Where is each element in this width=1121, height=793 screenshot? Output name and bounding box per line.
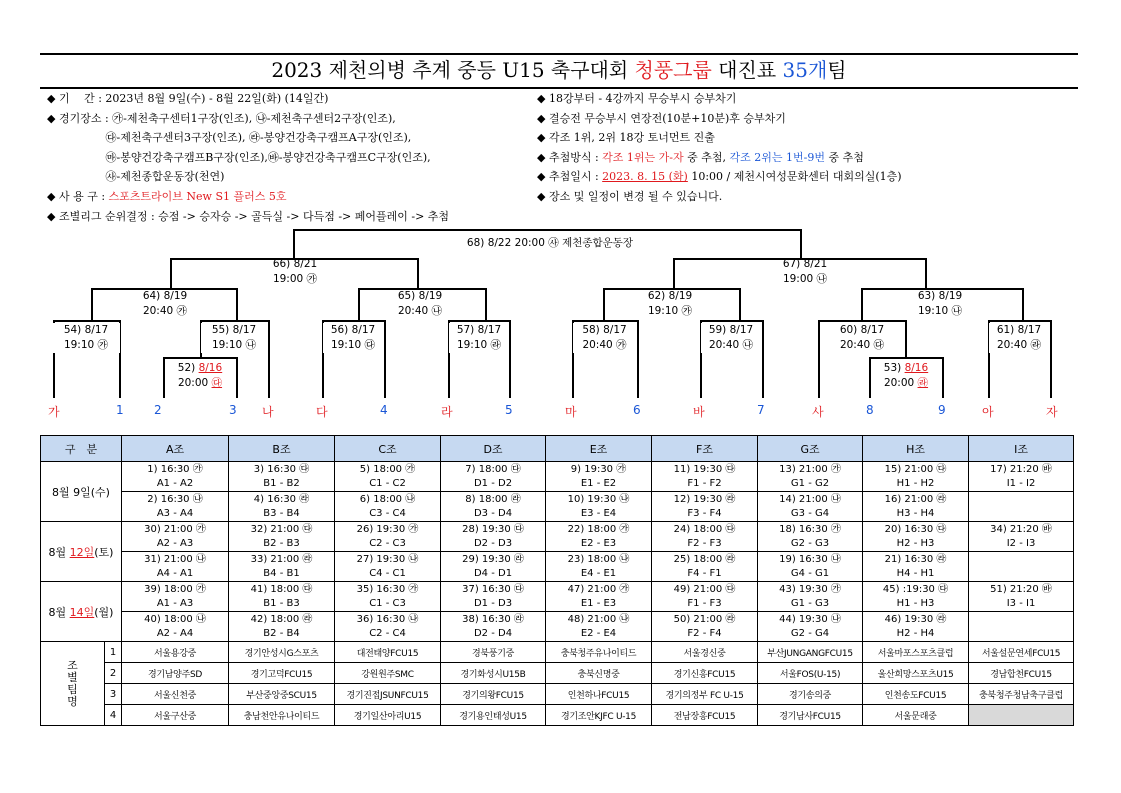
team-name-cell: 부산중앙중SCU15: [229, 684, 335, 705]
team-row-number: 2: [105, 663, 122, 684]
match-53: 53) 8/16 20:00 ㉱: [871, 361, 941, 391]
match-cell: 6) 18:00 ㉯ C3 - C4: [335, 492, 441, 522]
match-cell: 27) 19:30 ㉯ C4 - C1: [335, 552, 441, 582]
match-cell: 36) 16:30 ㉯ C2 - C4: [335, 612, 441, 642]
team-name-cell: 인천하나FCU15: [546, 684, 652, 705]
info-draw-date: ◆ 추첨일시 : 2023. 8. 15 (화) 10:00 / 제천시여성문화센터 대회의실(1층): [537, 170, 902, 184]
match-59: 59) 8/17 20:40 ㉯: [701, 323, 761, 353]
team-row: [41, 684, 1074, 705]
slot-ma: 마: [565, 405, 577, 419]
table-row: [41, 462, 1074, 492]
info-venue-1: ◆ 경기장소 : ㉮-제천축구센터1구장(인조), ㉯-제천축구센터2구장(인조),: [47, 111, 396, 125]
match-cell: 2) 16:30 ㉯ A3 - A4: [122, 492, 229, 522]
match-cell: 26) 19:30 ㉮ C2 - C3: [335, 522, 441, 552]
match-cell: 31) 21:00 ㉯ A4 - A1: [122, 552, 229, 582]
match-cell: 24) 18:00 ㉰ F2 - F3: [652, 522, 758, 552]
match-55: 55) 8/17 19:10 ㉯: [201, 323, 267, 353]
match-cell: 43) 19:30 ㉮ G1 - G3: [758, 582, 863, 612]
match-67: 67) 8/21 19:00 ㉯: [782, 258, 828, 285]
team-name-cell: 충남천안유나이티드: [229, 705, 335, 726]
match-cell: 8) 18:00 ㉱ D3 - D4: [441, 492, 546, 522]
match-57: 57) 8/17 19:10 ㉱: [449, 323, 509, 353]
header-group-d: D조: [441, 436, 546, 462]
match-cell: [969, 612, 1074, 642]
slot-7: 7: [757, 403, 765, 417]
slot-2: 2: [154, 403, 162, 417]
info-pk: ◆ 18강부터 - 4강까지 무승부시 승부차기: [537, 92, 737, 105]
match-cell: 46) 19:30 ㉱ H2 - H4: [863, 612, 969, 642]
team-name-cell: 경남합천FCU15: [969, 663, 1074, 684]
match-cell: 20) 16:30 ㉰ H2 - H3: [863, 522, 969, 552]
match-cell: 12) 19:30 ㉱ F3 - F4: [652, 492, 758, 522]
team-name-cell: 경기송의중: [758, 684, 863, 705]
match-cell: 41) 18:00 ㉰ B1 - B3: [229, 582, 335, 612]
match-cell: 42) 18:00 ㉱ B2 - B4: [229, 612, 335, 642]
match-cell: 29) 19:30 ㉱ D4 - D1: [441, 552, 546, 582]
match-cell: 22) 18:00 ㉮ E2 - E3: [546, 522, 652, 552]
match-cell: 15) 21:00 ㉰ H1 - H2: [863, 462, 969, 492]
match-cell: 17) 21:20 ㉳ I1 - I2: [969, 462, 1074, 492]
match-cell: 23) 18:00 ㉯ E4 - E1: [546, 552, 652, 582]
match-cell: [969, 492, 1074, 522]
table-row: [41, 552, 1074, 582]
team-name-cell: 서울용강중: [122, 642, 229, 663]
slot-6: 6: [633, 403, 641, 417]
info-ranking: ◆ 조별리그 순위결정 : 승점 -> 승자승 -> 골득실 -> 다득점 -> 페어플레이 -> 추첨: [47, 209, 450, 223]
table-row: [41, 492, 1074, 522]
team-name-cell: 경기안성시G스포츠: [229, 642, 335, 663]
match-cell: 38) 16:30 ㉱ D2 - D4: [441, 612, 546, 642]
match-cell: 18) 16:30 ㉮ G2 - G3: [758, 522, 863, 552]
team-name-cell: 서울신천중: [122, 684, 229, 705]
match-66: 66) 8/21 19:00 ㉮: [272, 258, 318, 285]
match-cell: 13) 21:00 ㉮ G1 - G2: [758, 462, 863, 492]
info-draw-method: ◆ 추첨방식 : 각조 1위는 가-자 중 추첨, 각조 2위는 1번-9번 중 추첨: [537, 150, 864, 164]
match-cell: 28) 19:30 ㉰ D2 - D3: [441, 522, 546, 552]
table-row: [41, 582, 1074, 612]
team-name-cell: 경기의왕FCU15: [441, 684, 546, 705]
date-cell: 8월 14일(월): [41, 582, 122, 642]
team-name-cell: 경기화성시U15B: [441, 663, 546, 684]
header-group-b: B조: [229, 436, 335, 462]
match-52: 52) 8/16 20:00 ㉰: [165, 361, 235, 391]
match-cell: 40) 18:00 ㉯ A2 - A4: [122, 612, 229, 642]
team-name-cell: 경기남사FCU15: [758, 705, 863, 726]
team-name-cell: 인천송도FCU15: [863, 684, 969, 705]
team-name-cell: 서울설문연세FCU15: [969, 642, 1074, 663]
team-name-cell: 대전태양FCU15: [335, 642, 441, 663]
info-period: ◆ 기 간 : 2023년 8월 9일(수) - 8월 22일(화) (14일간): [47, 92, 329, 105]
team-name-cell: 서울구산중: [122, 705, 229, 726]
slot-da: 다: [316, 405, 328, 419]
team-name-cell: 서울경신중: [652, 642, 758, 663]
match-62: 62) 8/19 19:10 ㉮: [647, 290, 693, 317]
match-cell: 10) 19:30 ㉯ E3 - E4: [546, 492, 652, 522]
header-group-a: A조: [122, 436, 229, 462]
info-venue-3: ㉲-봉양건강축구캠프B구장(인조),㉳-봉양건강축구캠프C구장(인조),: [47, 150, 431, 164]
title-rule-top: [40, 53, 1078, 55]
match-cell: 39) 18:00 ㉮ A1 - A3: [122, 582, 229, 612]
team-name-cell: 서울마포스포츠클럽: [863, 642, 969, 663]
team-name-cell: 경기일산아리U15: [335, 705, 441, 726]
header-category: 구 분: [41, 436, 122, 462]
table-row: [41, 522, 1074, 552]
match-cell: 19) 16:30 ㉯ G4 - G1: [758, 552, 863, 582]
page-title: 2023 제천의병 추계 중등 U15 축구대회 청풍그룹 대진표 35개팀: [271, 58, 847, 82]
match-56: 56) 8/17 19:10 ㉰: [323, 323, 383, 353]
header-group-i: I조: [969, 436, 1074, 462]
slot-ga: 가: [48, 405, 60, 419]
match-cell: 49) 21:00 ㉰ F1 - F3: [652, 582, 758, 612]
team-name-cell: 충북신명중: [546, 663, 652, 684]
team-name-cell: 경기신흥FCU15: [652, 663, 758, 684]
match-cell: 50) 21:00 ㉱ F2 - F4: [652, 612, 758, 642]
match-cell: 21) 16:30 ㉱ H4 - H1: [863, 552, 969, 582]
team-name-cell: 경기고덕FCU15: [229, 663, 335, 684]
match-58: 58) 8/17 20:40 ㉮: [573, 323, 636, 353]
team-row-number: 1: [105, 642, 122, 663]
match-cell: 34) 21:20 ㉳ I2 - I3: [969, 522, 1074, 552]
slot-4: 4: [380, 403, 388, 417]
match-cell: 44) 19:30 ㉯ G2 - G4: [758, 612, 863, 642]
team-row-number: 4: [105, 705, 122, 726]
match-cell: 30) 21:00 ㉮ A2 - A3: [122, 522, 229, 552]
info-final: ◆ 결승전 무승부시 연장전(10분+10분)후 승부차기: [537, 111, 786, 125]
schedule-table: [40, 435, 1074, 726]
match-cell: 1) 16:30 ㉮ A1 - A2: [122, 462, 229, 492]
match-cell: 5) 18:00 ㉮ C1 - C2: [335, 462, 441, 492]
team-name-cell: 경기남양주SD: [122, 663, 229, 684]
slot-ba: 바: [693, 405, 705, 419]
match-cell: 7) 18:00 ㉰ D1 - D2: [441, 462, 546, 492]
match-cell: [969, 552, 1074, 582]
header-group-e: E조: [546, 436, 652, 462]
team-name-cell: 경기조안KJFC U-15: [546, 705, 652, 726]
slot-sa: 사: [812, 405, 824, 419]
date-cell: 8월 12일(토): [41, 522, 122, 582]
team-name-cell: 부산JUNGANGFCU15: [758, 642, 863, 663]
match-61: 61) 8/17 20:40 ㉱: [989, 323, 1049, 353]
header-group-h: H조: [863, 436, 969, 462]
team-row: [41, 705, 1074, 726]
team-name-cell: 강원원주SMC: [335, 663, 441, 684]
match-54: 54) 8/17 19:10 ㉮: [52, 323, 120, 353]
team-label-cell: 조별팀명: [41, 642, 105, 726]
team-name-cell: [969, 705, 1074, 726]
slot-na: 나: [262, 405, 274, 419]
info-ball: ◆ 사 용 구 : 스포츠트라이브 New S1 플러스 5호: [47, 189, 287, 203]
match-60: 60) 8/17 20:40 ㉰: [830, 323, 894, 353]
info-right: [537, 89, 902, 207]
date-cell: 8월 9일(수): [41, 462, 122, 522]
info-notice: ◆ 장소 및 일정이 변경 될 수 있습니다.: [537, 189, 723, 203]
match-cell: 45) :19:30 ㉰ H1 - H3: [863, 582, 969, 612]
team-row: [41, 663, 1074, 684]
slot-3: 3: [229, 403, 237, 417]
team-name-cell: 경기의정부 FC U-15: [652, 684, 758, 705]
info-advance: ◆ 각조 1위, 2위 18강 토너먼트 진출: [537, 131, 715, 145]
slot-ra: 라: [441, 405, 453, 419]
match-cell: 9) 19:30 ㉮ E1 - E2: [546, 462, 652, 492]
match-68: 68) 8/22 20:00 ㉴ 제천종합운동장: [466, 237, 634, 249]
match-cell: 11) 19:30 ㉰ F1 - F2: [652, 462, 758, 492]
team-name-cell: 울산희망스포츠U15: [863, 663, 969, 684]
team-name-cell: 충북청주유나이티드: [546, 642, 652, 663]
match-cell: 33) 21:00 ㉱ B4 - B1: [229, 552, 335, 582]
team-name-cell: 전남장흥FCU15: [652, 705, 758, 726]
match-64: 64) 8/19 20:40 ㉮: [142, 290, 188, 317]
info-venue-4: ㉴-제천종합운동장(천연): [47, 170, 225, 184]
team-name-cell: 충북청주청남축구클럽: [969, 684, 1074, 705]
slot-9: 9: [938, 403, 946, 417]
match-cell: 32) 21:00 ㉰ B2 - B3: [229, 522, 335, 552]
slot-1: 1: [116, 403, 124, 417]
header-group-f: F조: [652, 436, 758, 462]
match-cell: 48) 21:00 ㉯ E2 - E4: [546, 612, 652, 642]
team-name-cell: 서울문래중: [863, 705, 969, 726]
slot-a: 아: [982, 405, 994, 419]
match-63: 63) 8/19 19:10 ㉯: [917, 290, 963, 317]
team-row-number: 3: [105, 684, 122, 705]
match-cell: 51) 21:20 ㉳ I3 - I1: [969, 582, 1074, 612]
table-header-row: [41, 436, 1074, 462]
team-name-cell: 서울FOS(U-15): [758, 663, 863, 684]
info-left: [47, 89, 449, 226]
table-row: [41, 612, 1074, 642]
match-cell: 47) 21:00 ㉮ E1 - E3: [546, 582, 652, 612]
header-group-c: C조: [335, 436, 441, 462]
team-name-cell: 경북풍기중: [441, 642, 546, 663]
info-venue-2: ㉰-제천축구센터3구장(인조), ㉱-봉양건강축구캠프A구장(인조),: [47, 131, 412, 145]
match-cell: 14) 21:00 ㉯ G3 - G4: [758, 492, 863, 522]
match-cell: 25) 18:00 ㉱ F4 - F1: [652, 552, 758, 582]
match-cell: 4) 16:30 ㉱ B3 - B4: [229, 492, 335, 522]
slot-ja: 자: [1046, 405, 1058, 419]
match-cell: 16) 21:00 ㉱ H3 - H4: [863, 492, 969, 522]
match-cell: 3) 16:30 ㉰ B1 - B2: [229, 462, 335, 492]
header-group-g: G조: [758, 436, 863, 462]
slot-5: 5: [505, 403, 513, 417]
team-name-cell: 경기진접JSUNFCU15: [335, 684, 441, 705]
slot-8: 8: [866, 403, 874, 417]
team-row: [41, 642, 1074, 663]
match-65: 65) 8/19 20:40 ㉯: [397, 290, 443, 317]
match-cell: 35) 16:30 ㉮ C1 - C3: [335, 582, 441, 612]
match-cell: 37) 16:30 ㉰ D1 - D3: [441, 582, 546, 612]
team-name-cell: 경기용인태성U15: [441, 705, 546, 726]
